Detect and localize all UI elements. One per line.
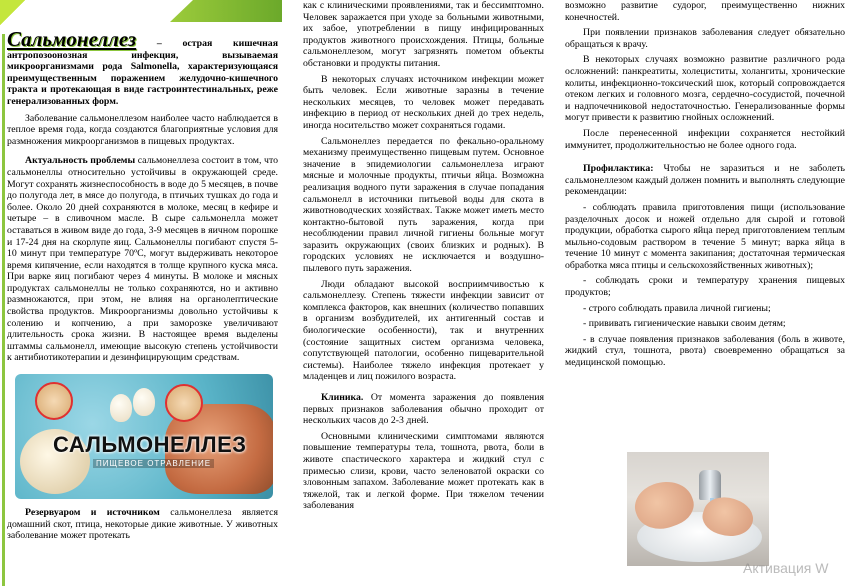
col3-paragraph-4: После перенесенной инфекции сохраняется нестойкий иммунитет, продолжительностью не более одного года.	[565, 127, 845, 151]
prophylaxis-heading: Профилактика:	[583, 163, 654, 175]
clinic-paragraph	[303, 392, 544, 427]
reservoir-heading: Резервуаром и источником	[25, 507, 160, 519]
faucet-shape	[699, 470, 721, 500]
banner-subtitle: ПИЩЕВОЕ ОТРАВЛЕНИЕ	[93, 459, 214, 468]
column-1	[0, 0, 282, 586]
list-item: - прививать гигиенические навыки своим детям;	[583, 318, 786, 330]
col2-paragraph-5: Основными клиническими симптомами являются повышение температуры тела, тошнота, рвота, боли в животе спастического характера и жидкий стул с примесью слизи, крови, часто зеленоватой окраски со зловонным запахом. Заболевание может протекать как в тяжелой, так и легкой форме. При тяжелом течении заболевания	[303, 430, 544, 512]
list-item: - соблюдать сроки и температуру хранения пищевых продуктов;	[565, 275, 845, 299]
banner-title: САЛЬМОНЕЛЛЕЗ	[53, 432, 247, 458]
season-paragraph: Заболевание сальмонеллезом наиболее часто наблюдается в теплое время года, когда создаются благоприятные условия для размножения микроорганизмов в пищевых продуктах.	[7, 112, 278, 147]
salmonellosis-banner-image	[15, 374, 273, 499]
list-item: - соблюдать правила приготовления пищи (использование разделочных досок и ножей отдельно для сырой и готовой продукции, обработка сырого яйца перед приготовлением теплым мыльно-содовым раствором в течение 5 минут; варка яйца в течение 10 минут с момента закипания; достаточная термическая обработка мяса птицы и сельскохозяйственных животных);	[565, 201, 845, 271]
handwashing-photo	[627, 452, 769, 566]
list-item: - в случае появления признаков заболевания (боль в животе, жидкий стул, тошнота, рвота) своевременно обращаться за медицинской помощью.	[565, 333, 845, 369]
reservoir-paragraph	[7, 507, 278, 542]
column-2	[303, 0, 544, 586]
actuality-text: сальмонеллеза состоит в том, что сальмонеллы относительно устойчивы в окружающей среде. Могут сохранять жизнеспособность в воде до 5 месяцев, в почве до полугода лет, в мясе до полугода, в птичьих тушках до года и более. Около 20 дней сохраняются в молоке, месяц в кефире и четыре – в сливочном масле. В сыре сальмонелла может оставаться в живом виде до года, 3-9 месяцев в яичном порошке и 17-24 дня на скорлупе яиц. Сальмонеллы погибают спустя 5-10 минут при температуре 70ºС, могут выдерживать некоторое время кипячение, если находятся в толще крупного куска мяса. При варке яиц погибают через 4 минуты. В молоке и мясных продуктах сальмонеллы не только сохраняются, но и активно размножаются, при этом, не влияя на органолептические свойства продуктов. Микроорганизмы довольно устойчивы к солению и копчению, а при заморозке увеличивают длительность срока жизни. В настоящее время выделены штаммы сальмонелл, имеющие высокую степень устойчивости к антибиотикотерапии и дезинфицирующим средствам.	[7, 155, 279, 364]
col2-paragraph-2: В некоторых случаях источником инфекции может быть человек. Если животные заразны в течение нескольких месяцев, то человек может передавать инфекцию в период от нескольких дней до трех недель, иногда носительство может сохраняться годами.	[303, 73, 544, 131]
col2-paragraph-4: Люди обладают высокой восприимчивостью к сальмонеллезу. Степень тяжести инфекции зависит от комплекса факторов, как внешних (количество попавших в организм возбудителей, их антигенный состав и биологические особенности), так и внутренних (состояние защитных систем организма человека, сопутствующей патологии, особенно пищеварительной системы). Наиболее тяжело инфекция протекает у младенцев и лиц пожилого возраста.	[303, 278, 544, 383]
prophylaxis-paragraph	[565, 163, 845, 198]
col3-paragraph-3: В некоторых случаях возможно развитие различного рода осложнений: панкреатиты, холециститы, холангиты, хронические колиты, инфекционно-токсический шок, который сопровождается отеком легких и головного мозга, сердечно-сосудистой, почечной и надпочечниковой недостаточностью. Генерализованные формы могут привести к развитию гнойных осложнений.	[565, 54, 845, 124]
actuality-heading: Актуальность проблемы	[25, 155, 136, 167]
clinic-heading: Клиника.	[321, 392, 364, 403]
col3-paragraph-1: возможно развитие судорог, преимущественно нижних конечностей.	[565, 0, 845, 23]
intro-paragraph	[7, 27, 278, 108]
clinic-text: От момента заражения до появления первых признаков заболевания обычно проходит от нескольких часов до 2-3 дней.	[303, 392, 544, 427]
list-item: - строго соблюдать правила личной гигиены;	[583, 302, 771, 314]
column-3	[565, 0, 848, 586]
col3-paragraph-2: При появлении признаков заболевания следует обязательно обращаться к врачу.	[565, 27, 845, 50]
reservoir-text: сальмонеллеза является домашний скот, птица, некоторые дикие животные. У животных заболевание может протекать	[7, 507, 278, 542]
col2-paragraph-1: как с клиническими проявлениями, так и бессимптомно. Человек заражается при уходе за больными животными, их забое, употреблении в пищу инфицированных продуктов животного происхождения. Птицы, больные сальмонеллезом, могут загрязнять пометом объекты обстановки и продукты питания.	[303, 0, 544, 69]
col2-paragraph-3: Сальмонеллез передается по фекально-оральному механизму преимущественно пищевым путем. Основное значение в эпидемиологии сальмонеллеза играют мясные и молочные продукты, птичьи яйца. Возможна реализация водного пути заражения в случае попадания сальмонелл в источники питьевой воды для скота в животноводческих хозяйствах. Также может иметь место контактно-бытовой путь заражения, когда при несоблюдении правил личной гигиены больные могут заразить окружающих (своих близких и родных). В городских условиях не исключается и воздушно-пылевого путь заражения.	[303, 135, 544, 275]
intro-text: – острая кишечная антропозоонозная инфекция, вызываемая микроорганизмами рода Salmonella, характеризующаяся преимущественным поражением желудочно-кишечного тракта и протекающая в виде гастроинтестинальных, реже генерализованных форм.	[7, 38, 278, 107]
prophylaxis-text: Чтобы не заразиться и не заболеть сальмонеллезом каждый должен помнить и выполнять следующие рекомендации:	[565, 163, 845, 198]
bacteria-circle	[165, 384, 203, 422]
egg-shape	[110, 394, 132, 422]
egg-shape	[133, 388, 155, 416]
document-title: Сальмонеллез	[7, 27, 137, 51]
actuality-paragraph	[7, 155, 278, 364]
bacteria-circle	[35, 382, 73, 420]
decorative-green-bar	[170, 0, 282, 22]
activation-watermark: Активация W	[743, 560, 829, 576]
